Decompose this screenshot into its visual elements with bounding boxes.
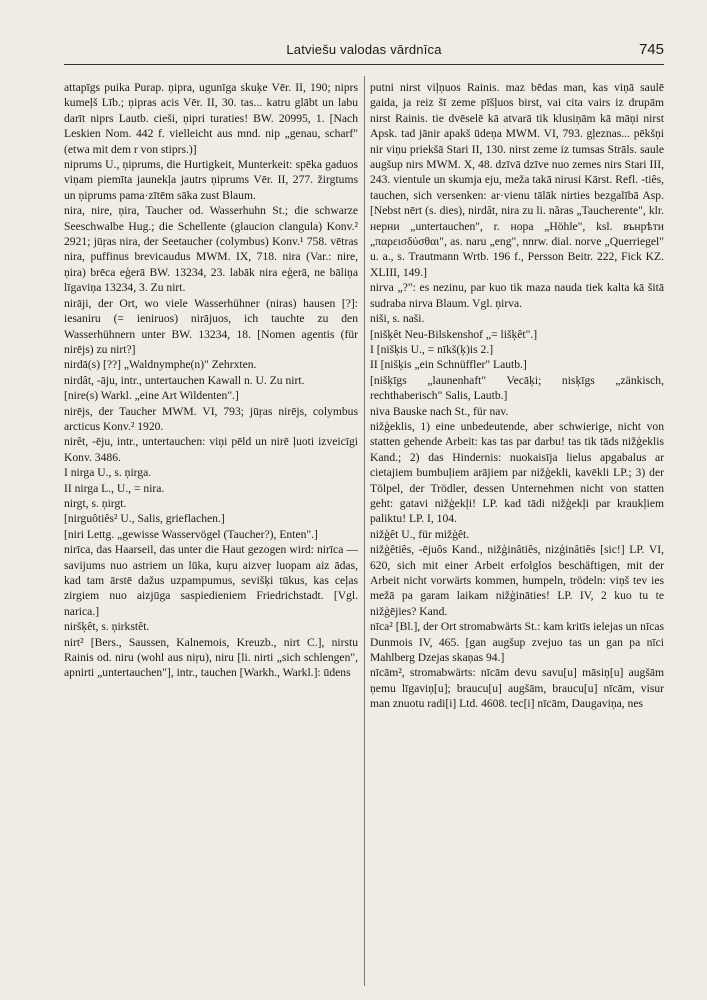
dictionary-entry: nižģeklis, 1) eine unbedeutende, aber schwierige, nicht von statten gehende Arbeit: kas tas par darbu! tas tik tāds nižģeklis Kand.; 2) das Hindernis: nuokaisīja lielus apgabalus ar cietajiem bumbuļiem arājiem par nižģekli, kavēkli LP.; 3) der Tölpel, der Trödler, dessen Unternehmen nicht von statten geht: gatavi nižģekļi! LP. kad tādi nižģekļi par kraukļiem paliktu! LP. I, 104. [370, 419, 664, 526]
dictionary-entry: I nirga U., s. ņirga. [64, 466, 152, 480]
column-divider [364, 76, 365, 986]
dictionary-entry: [nirguôtiês² U., Salis, grieflachen.] [64, 512, 225, 526]
dictionary-entry: nirāji, der Ort, wo viele Wasserhühner (niras) hausen [?]: iesaniru (= ieniruos) nirājuos, ich tauchte zu den Wasserhühnern unter BW. 13234, 18. [Nomen agentis (für nirējs) zu nirt?] [64, 296, 358, 356]
header-rule [64, 64, 664, 65]
dictionary-entry: [niri Lettg. „gewisse Wasservögel (Taucher?), Enten".] [64, 527, 318, 541]
dictionary-entry: nira, nire, ņira, Taucher od. Wasserhuhn St.; die schwarze Seeschwalbe Hug.; die Schellente (glaucion clangula) Konv.² 2921; jūŗas nira, der Seetaucher (colymbus) Konv.¹ 758. vētras nira, puffinus brevicaudus MWM. IX, 718. nira (Var.: nire, ņira) brēca eģerā BW. 13234, 23. labāk nira eģerā, ne bāliņa līgaviņa 13234, 3. Zu nirt. [64, 204, 358, 295]
dictionary-entry: nižģêt U., für mižģêt. [370, 527, 470, 541]
dictionary-entry: niva Bauske nach St., für nav. [370, 404, 509, 418]
dictionary-entry: niprums U., ņiprums, die Hurtigkeit, Munterkeit: spēka gaduos viņam piemīta jaunekļa jautrs ņiprums Vēr. II, 277. žirgtums un ņiprums pama·zītēm sāka zust Blaum. [64, 158, 358, 202]
dictionary-entry: nīca² [Bl.], der Ort stromabwärts St.: kam kritīs ielejas un nīcas Dunmois IV, 465. [gan augšup zvejuo tas un gan pa nīci Mahlberg Dzejas skaņas 94.] [370, 620, 664, 665]
page-number: 745 [638, 41, 664, 58]
dictionary-entry: I [nišķis U., = nīkš(ķ)is 2.] [370, 342, 494, 356]
dictionary-entry: nirva „?": es nezinu, par kuo tik maza nauda tiek kalta kā šitā sudraba nirva Blaum. Vgl. ņirva. [370, 281, 664, 310]
dictionary-entry: nirt² [Bers., Saussen, Kalnemois, Kreuzb., nirt C.], nirstu Rainis od. niru (wohl aus niŗu), niru [li. nirti „sich schlengen", apnirti „untertauchen"], intr., tauchen [Warkh., Warkl.]: ūdens [64, 635, 358, 680]
dictionary-entry: nirējs, der Taucher MWM. VI, 793; jūŗas nirējs, colymbus arcticus Konv.² 1920. [64, 404, 358, 433]
dictionary-entry: nirdât, -āju, intr., untertauchen Kawall n. U. Zu nirt. [64, 373, 305, 387]
dictionary-entry: [nire(s) Warkl. „eine Art Wildenten".] [64, 389, 239, 403]
dictionary-entry: nirīca, das Haarseil, das unter die Haut gezogen wird: nirīca — savijums nuo astriem un lūka, kuŗu aizveŗ luopam aiz ādas, kad tam ārstē dažus uzpampumus, sevišķi tūkus, kas ceļas zirgiem nuo aizjūga saspiedieniem Friedrichstadt. [Vgl. narica.] [64, 543, 358, 618]
dictionary-entry: II nirga L., U., = nira. [64, 481, 165, 495]
dictionary-entry: II [nišķis „ein Schnüffler" Lautb.] [370, 358, 527, 372]
dictionary-entry: [nišķīgs „launenhaft" Vecāķi; nisķīgs „zänkisch, rechthaberisch" Salis, Lautb.] [370, 373, 664, 403]
left-column [64, 80, 358, 980]
running-head: Latviešu valodas vārdnīca [286, 42, 442, 57]
page-header [64, 42, 664, 64]
dictionary-entry: nirgt, s. ņirgt. [64, 496, 127, 510]
right-column [370, 80, 664, 980]
dictionary-entry: putni nirst viļņuos Rainis. maz bēdas man, kas viņā saulē gaida, ja reiz šī zeme pīšļuos birst, vai cita vairs iz drupām nirst Rainis. tie dvēselē kā atvarā tik klusiņām kā māņi nirst Apsk. tad jānir apakš ūdeņa MWM. VI, 793. gļeznas... pēkšņi nir viņu priekšā Stari II, 130. nirst zeme iz tumsas Strāls. saule augšup nirs MWM. X, 48. dzīvā dzīve nuo zemes nirs Stari III, 243. vientule un skumja eju, meža takā nirusi Kārst. Refl. -tiês, tauchen, sich versenken: ar·vienu tālāk nirties bezgalībā Asp. [Nebst nērt (s. dies), nirdât, nira zu li. nãras „Taucherente", klr. нерни „untertauchen", r. нора „Höhle", ksl. вънрѣти „παρεισδύσθαι", as. naru „eng", nnrw. dial. norve „Querriegel" u. a., s. Trautmann Wrtb. 196 f., Persson Beitr. 222, Fick KZ. XLIII, 149.] [370, 81, 664, 279]
dictionary-entry: [nišķêt Neu-Bilskenshof „= lišķêt".] [370, 327, 538, 341]
dictionary-entry: attapīgs puika Purap. ņipra, ugunīga skuķe Vēr. II, 190; niprs kumeļš Līb.; ņipras acis Vēr. II, 30. tas... katru glābt un labu darīt niprs Lautb. cieši, ņipri turaties! BW. 20995, 1. [Nach Leskien Nom. 442 f. vielleicht aus mnd. nip „genau, scharf" (etwa mit dem r von stiprs.)] [64, 81, 358, 156]
dictionary-entry: nižģêtiês, -ējuôs Kand., nižģinâtiês, nizģinâtiês [sic!] LP. VI, 620, sich mit einer Arbeit erfolglos beschäftigen, mit der Arbeit nicht vorwärts kommen, humpeln, trödeln: viņš tev ies mežā pa garam laikam nižģināties! LP. IV, 2 kuo tu te nižģējies? Kand. [370, 543, 664, 618]
dictionary-entry: nirêt, -ēju, intr., untertauchen: viņi pēld un nirē ļuoti izveicīgi Konv. 3486. [64, 435, 358, 464]
dictionary-entry: niršķêt, s. ņirkstêt. [64, 620, 150, 634]
dictionary-entry: nīcām², stromabwärts: nīcām devu savu[u] māsiņ[u] augšām ņemu līgaviņ[u]; braucu[u] augšām, braucu[u] nīcām, visur man znuotu radi[i] Ltd. 4608. tec[i] nīcām, Daugaviņa, nes [370, 666, 664, 711]
dictionary-entry: niši, s. naši. [370, 312, 425, 326]
dictionary-entry: nirdā(s) [??] „Waldnymphe(n)" Zehrxten. [64, 358, 257, 372]
